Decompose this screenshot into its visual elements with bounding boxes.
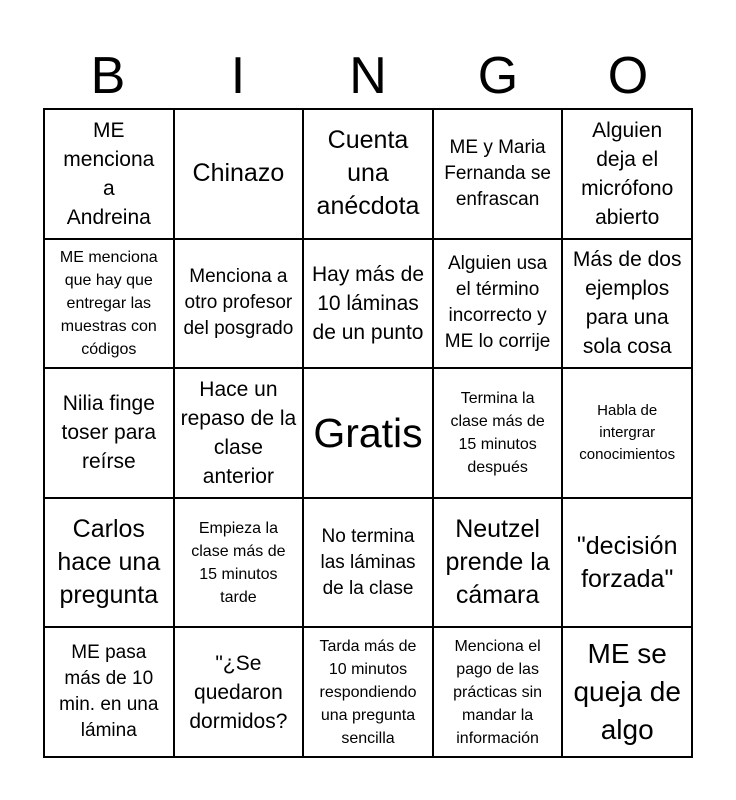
- cell-text: Termina la clase más de 15 minutos después: [450, 389, 545, 476]
- bingo-cell[interactable]: [174, 239, 304, 369]
- bingo-cell[interactable]: [303, 498, 433, 628]
- bingo-cell[interactable]: [562, 368, 692, 498]
- header-letter-b: B: [90, 47, 126, 105]
- cell-text: ME menciona que hay que entregar las muestras con códigos: [59, 248, 158, 358]
- header-letter-o: O: [607, 47, 649, 105]
- bingo-cell[interactable]: [562, 109, 692, 239]
- cell-text: ME pasa más de 10 min. en una lámina: [59, 642, 159, 742]
- cell-text: Tarda más de 10 minutos respondiendo una pregunta sencilla: [319, 637, 417, 747]
- cell-text: Empieza la clase más de 15 minutos tarde: [191, 519, 286, 606]
- bingo-cell[interactable]: [303, 239, 433, 369]
- bingo-header: [43, 44, 693, 108]
- cell-text: Más de dos ejemplos para una sola cosa: [572, 248, 682, 359]
- cell-text: ME se queja de algo: [573, 638, 681, 746]
- cell-text: Alguien usa el término incorrecto y ME lo corrije: [444, 253, 551, 353]
- bingo-cell[interactable]: [174, 368, 304, 498]
- bingo-cell[interactable]: [303, 627, 433, 757]
- header-letter-g: G: [477, 47, 519, 105]
- bingo-cell[interactable]: [44, 368, 174, 498]
- cell-text: Hace un repaso de la clase anterior: [180, 377, 297, 488]
- bingo-cell[interactable]: [174, 627, 304, 757]
- cell-text: Carlos hace una pregunta: [57, 515, 161, 610]
- header-letter-n: N: [349, 47, 387, 105]
- cell-text: ME y Maria Fernanda se enfrascan: [444, 136, 551, 210]
- cell-text: Chinazo: [192, 159, 285, 188]
- bingo-cell[interactable]: [174, 109, 304, 239]
- bingo-cell[interactable]: [433, 239, 563, 369]
- header-letter-i: I: [230, 47, 246, 105]
- bingo-cell[interactable]: [303, 109, 433, 239]
- cell-text: "¿Se quedaron dormidos?: [189, 651, 288, 733]
- bingo-cell[interactable]: [44, 109, 174, 239]
- cell-text: Nilia finge toser para reírse: [61, 392, 157, 474]
- cell-text: Menciona el pago de las prácticas sin mandar la información: [453, 637, 543, 747]
- bingo-cell[interactable]: [433, 368, 563, 498]
- bingo-cell[interactable]: [433, 498, 563, 628]
- bingo-cell[interactable]: [433, 109, 563, 239]
- cell-text: ME menciona a Andreina: [63, 118, 155, 229]
- cell-text: Hay más de 10 láminas de un punto: [311, 262, 425, 344]
- bingo-cell[interactable]: [44, 239, 174, 369]
- bingo-cell[interactable]: [562, 498, 692, 628]
- bingo-board: [43, 108, 693, 758]
- cell-text: "decisión forzada": [576, 531, 678, 593]
- cell-text: Alguien deja el micrófono abierto: [581, 118, 674, 229]
- cell-text: No termina las láminas de la clase: [320, 525, 416, 599]
- cell-text: Neutzel prende la cámara: [445, 515, 550, 610]
- bingo-cell[interactable]: [433, 627, 563, 757]
- bingo-cell[interactable]: [174, 498, 304, 628]
- cell-text: Menciona a otro profesor del posgrado: [183, 266, 294, 340]
- cell-text: Habla de intergrar conocimientos: [579, 401, 676, 463]
- cell-text: Cuenta una anécdota: [316, 126, 420, 221]
- bingo-cell[interactable]: [44, 627, 174, 757]
- bingo-cell[interactable]: [562, 627, 692, 757]
- bingo-cell[interactable]: [562, 239, 692, 369]
- free-space[interactable]: [303, 368, 433, 498]
- bingo-cell[interactable]: [44, 498, 174, 628]
- cell-text: Gratis: [313, 409, 423, 456]
